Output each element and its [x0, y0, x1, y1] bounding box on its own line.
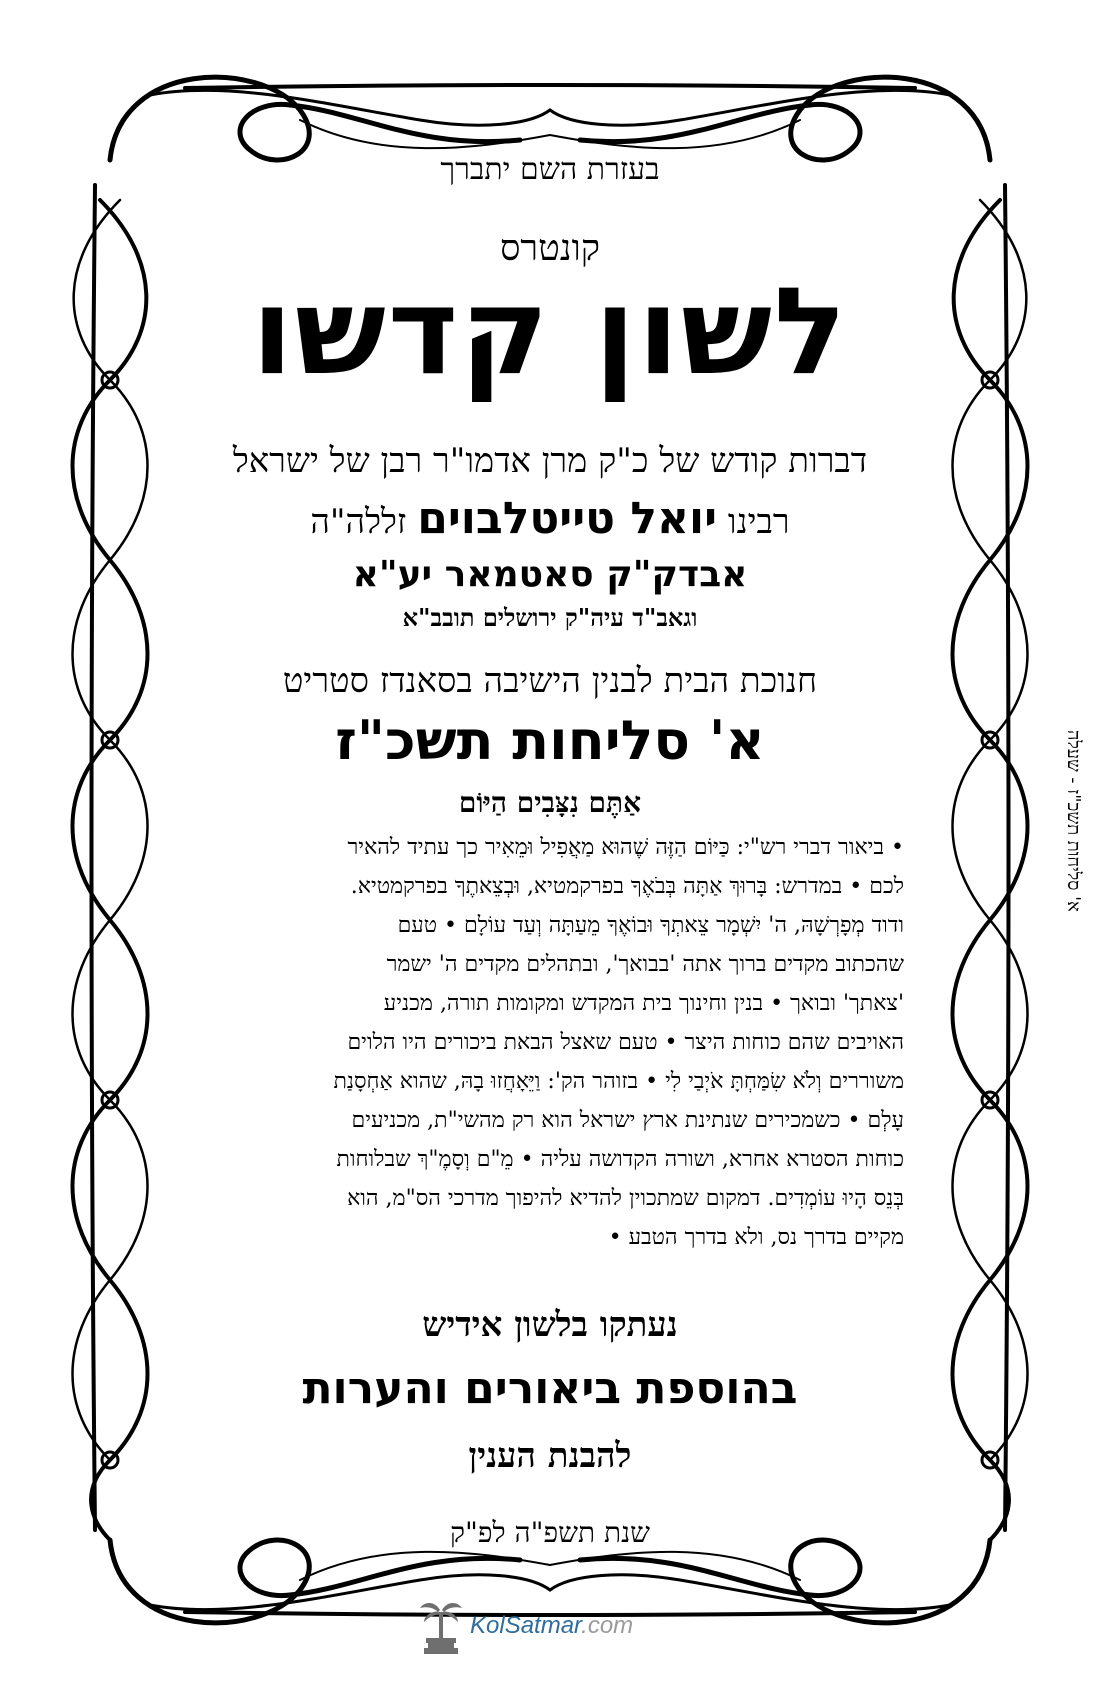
author-line	[190, 493, 910, 544]
summary-paragraph	[190, 828, 910, 1257]
summary-line: עָלְם • כשמכירים שנתינת ארץ ישראל הוא רק מהשי"ת, מכניעים	[351, 1108, 904, 1133]
occasion-date: א' סליחות תשכ"ז	[335, 709, 765, 772]
title-page-content	[190, 140, 910, 1560]
top-dedication: בעזרת השם יתברך	[440, 152, 660, 187]
logo-domain: .com	[581, 1612, 634, 1639]
parsha-heading: אַתֶּם נִצָּבִים הַיּוֹם	[458, 786, 642, 819]
publication-year: שנת תשפ"ה לפ"ק	[450, 1516, 650, 1549]
author-name: יואל טייטלבוים	[417, 493, 718, 544]
understanding-note: להבנת הענין	[468, 1436, 632, 1476]
translation-note: נעתקו בלשון אידיש	[422, 1305, 678, 1345]
kolsatmar-logo[interactable]	[418, 1598, 688, 1658]
summary-line: האויבים שהם כוחות היצר • טעם שאצל הבאת ביכורים היו הלוים	[347, 1030, 904, 1055]
summary-line: • ביאור דברי רש"י: כַּיּוֹם הַזֶּה שֶׁהוּא מַאֲפִיל וּמֵאִיר כך עתיד להאיר	[347, 835, 904, 860]
summary-line: שהכתוב מקדים ברוך אתה 'בבואך', ובתהלים מקדים ה' ישמר	[386, 952, 904, 977]
author-prefix: רבינו	[727, 502, 790, 542]
summary-line: כוחות הסטרא אחרא, ושורה הקדושה עליה • מֵ"ם וְסָמֶ"ךְ שבלוחות	[336, 1147, 904, 1172]
logo-name: KolSatmar	[470, 1612, 582, 1639]
book-title: לשון קדשו	[251, 263, 849, 402]
author-title: אבדק"ק סאטמאר יע"א	[352, 554, 748, 595]
additions-title: בהוספת ביאורים והערות	[302, 1363, 798, 1414]
logo-wordmark	[470, 1612, 633, 1640]
summary-line: ודוד מְפָרְשָׁהּ, ה' יִשְׁמָר צֵאתְךָ וּבוֹאֶךָ מֵעַתָּה וְעַד עוֹלָם • טעם	[397, 913, 904, 938]
kuntres-label: קונטרס	[499, 228, 601, 269]
summary-line: מקיים בדרך נס, ולא בדרך הטבע •	[608, 1225, 904, 1250]
author-suffix: זללה"ה	[310, 502, 407, 542]
summary-line: בְּנֵס הָיוּ עוֹמְדִים. דמקום שמתכוין להדיא להיפוך מדרכי הס"מ, הוא	[347, 1186, 904, 1211]
palm-tree-books-icon	[418, 1598, 464, 1656]
author-intro: דברות קודש של כ"ק מרן אדמו"ר רבן של ישראל	[232, 441, 868, 481]
side-margin-note: א' סליחות תשכ"ז - שעלה	[1063, 730, 1084, 912]
summary-line: משוררים וְלֹא שִׂמַּחְתָּ אֹיְבַי לִי • בזוהר הק': וַיֵּאָחֲזוּ בָהּ, שהוא אַחְסָנַת	[333, 1069, 904, 1094]
author-title-2: וגאב"ד עיה"ק ירושלים תובב"א	[402, 603, 698, 632]
summary-line: לכם • במדרש: בָּרוּךְ אַתָּה בְּבֹאֶךָ בפרקמטיא, וּבְצֵאתֶךָ בפרקמטיא.	[350, 874, 904, 899]
summary-line: 'צאתך' ובואך • בנין וחינוך בית המקדש ומקומות תורה, מכניע	[383, 991, 904, 1016]
occasion-line: חנוכת הבית לבנין הישיבה בסאנדז סטריט	[282, 661, 818, 701]
